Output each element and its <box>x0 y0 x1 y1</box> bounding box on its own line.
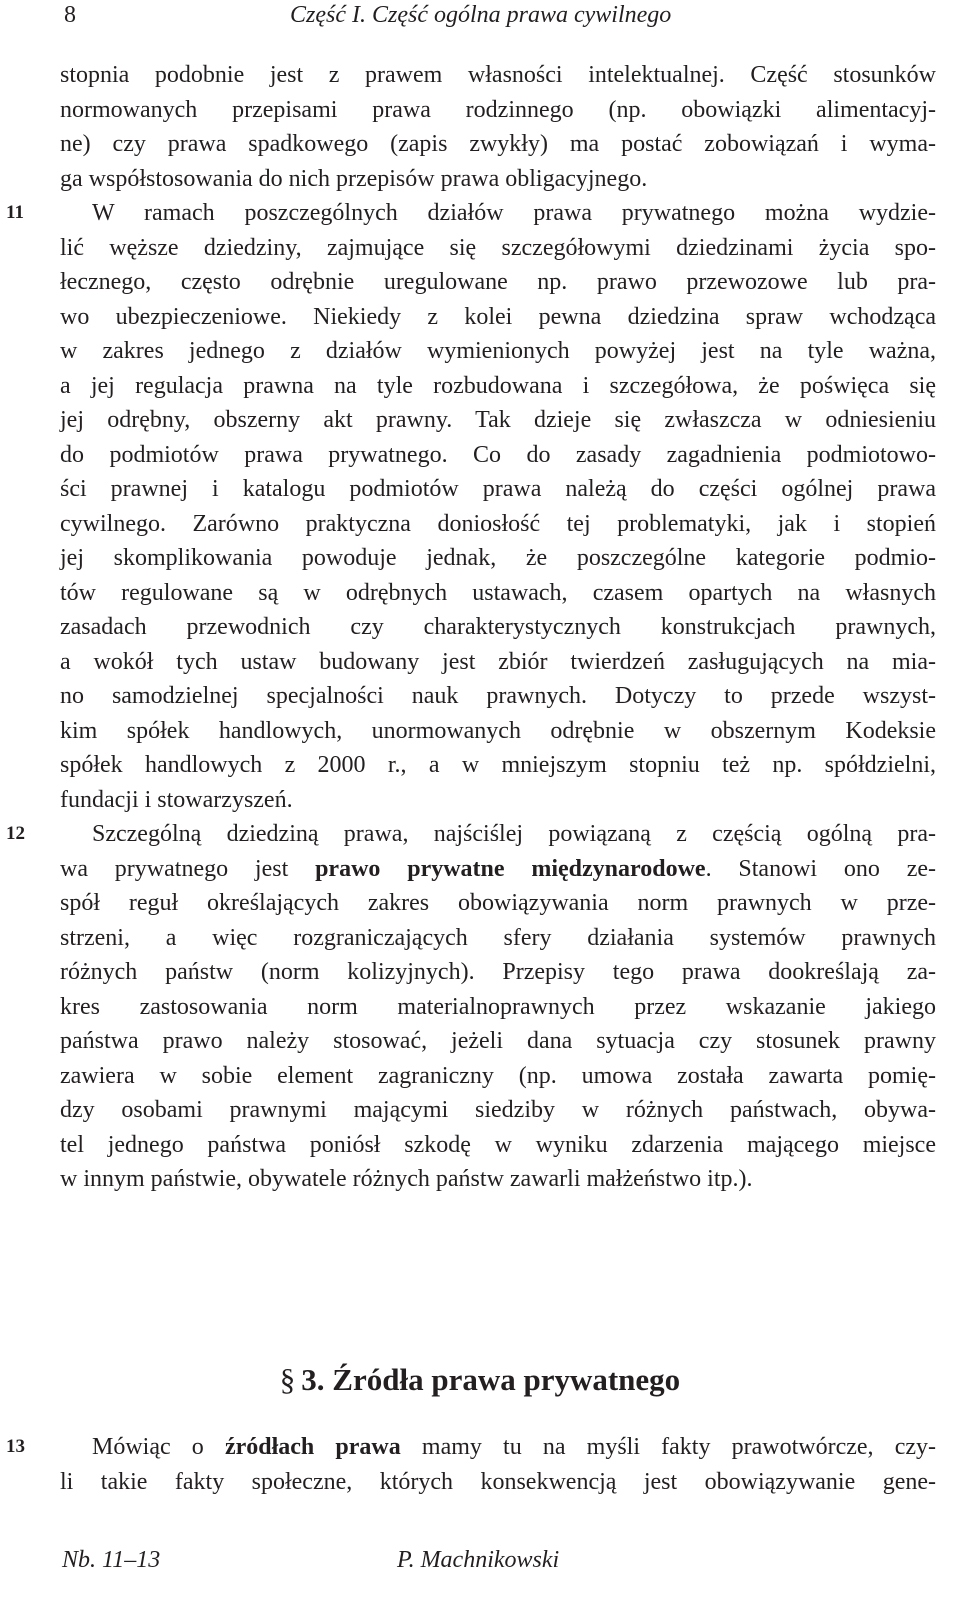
text-line: dzy osobami prawnymi mającymi siedziby w różnych państwach, obywa- <box>60 1097 936 1123</box>
text-line: cywilnego. Zarówno praktyczna doniosłość tej problematyki, jak i stopień <box>60 510 936 537</box>
text-line: fundacji i stowarzyszeń. <box>60 786 293 813</box>
section-heading <box>0 1360 960 1400</box>
footer-author: P. Machnikowski <box>397 1547 560 1573</box>
margin-number-11: 11 <box>6 202 24 223</box>
page-header <box>0 0 960 34</box>
margin-number-13: 13 <box>6 1436 25 1457</box>
text-line: lić węższe dziedziny, zajmujące się szczegółowymi dziedzinami życia spo- <box>60 234 936 261</box>
text-line <box>60 852 936 887</box>
text-line: kim spółek handlowych, unormowanych odrębnie w obszernym Kodeksie <box>60 717 936 744</box>
margin-number-12: 12 <box>6 823 25 844</box>
text-line: no samodzielnej specjalności nauk prawnych. Dotyczy to przede wszyst- <box>60 683 936 709</box>
text-line: a jej regulacja prawna na tyle rozbudowana i szczegółowa, że poświęca się <box>60 372 936 399</box>
text-run: mamy tu na myśli fakty prawotwórcze, czy- <box>400 1434 937 1460</box>
text-line: różnych państw (norm kolizyjnych). Przepisy tego prawa dookreślają za- <box>60 959 936 985</box>
text-line: li takie fakty społeczne, których konsekwencją jest obowiązywanie gene- <box>60 1468 936 1495</box>
text-line: tel jednego państwa poniósł szkodę w wyniku zdarzenia mającego miejsce <box>60 1131 936 1158</box>
text-line: spółek handlowych z 2000 r., a w mniejszym stopniu też np. spółdzielni, <box>60 752 936 778</box>
text-run: wa prywatnego jest <box>60 855 316 882</box>
text-line: ne) czy prawa spadkowego (zapis zwykły) ma postać zobowiązań i wyma- <box>60 131 936 157</box>
text-line <box>60 1430 936 1465</box>
text-line: zasadach przewodnich czy charakterystycznych konstrukcjach prawnych, <box>60 614 936 640</box>
text-line: jej odrębny, obszerny akt prawny. Tak dzieje się zwłaszcza w odniesieniu <box>60 407 936 433</box>
paragraph-11 <box>6 196 936 817</box>
text-line: w innym państwie, obywatele różnych państw zawarli małżeństwo itp.). <box>60 1166 753 1192</box>
text-line: W ramach poszczególnych działów prawa prywatnego można wydzie- <box>92 200 936 226</box>
text-line: wo ubezpieczeniowe. Niekiedy z kolei pewna dziedzina spraw wchodząca <box>60 303 936 330</box>
intro-paragraph <box>60 58 936 196</box>
text-line: w zakres jednego z działów wymienionych powyżej jest na tyle ważna, <box>60 338 936 364</box>
text-line: do podmiotów prawa prywatnego. Co do zasady zagadnienia podmiotowo- <box>60 441 936 468</box>
paragraph-12 <box>6 817 937 1197</box>
section-sign: § <box>279 1362 296 1397</box>
text-line: zawiera w sobie element zagraniczny (np. umowa została zawarta pomię- <box>60 1062 936 1089</box>
text-line: normowanych przepisami prawa rodzinnego (np. obowiązki alimentacyj- <box>60 96 936 123</box>
emphasized-term: prawo prywatne międzynarodowe <box>315 855 706 882</box>
text-line: spół reguł określających zakres obowiązywania norm prawnych w prze- <box>60 890 936 916</box>
section-title: 3. Źródła prawa prywatnego <box>301 1362 681 1397</box>
paragraph-13 <box>6 1430 937 1499</box>
page-footer <box>0 1540 960 1580</box>
running-head: Część I. Część ogólna prawa cywilnego <box>290 2 672 28</box>
text-line: tów regulowane są w odrębnych ustawach, czasem opartych na własnych <box>60 579 936 606</box>
text-line: jej skomplikowania powoduje jednak, że poszczególne kategorie podmio- <box>60 545 936 571</box>
emphasized-term: źródłach prawa <box>224 1434 401 1460</box>
text-line: ga współstosowania do nich przepisów prawa obligacyjnego. <box>60 165 648 192</box>
body-text <box>6 58 937 1197</box>
text-run: . Stanowi ono ze- <box>705 855 937 882</box>
page-number: 8 <box>64 2 76 28</box>
text-line: kres zastosowania norm materialnoprawnych przez wskazanie jakiego <box>60 993 936 1020</box>
text-line: państwa prawo należy stosować, jeżeli dana sytuacja czy stosunek prawny <box>60 1028 936 1054</box>
text-line: Szczególną dziedziną prawa, najściślej powiązaną z częścią ogólną pra- <box>92 821 936 847</box>
text-line: ści prawnej i katalogu podmiotów prawa należą do części ogólnej prawa <box>60 476 936 502</box>
text-line: a wokół tych ustaw budowany jest zbiór twierdzeń zasługujących na mia- <box>60 648 936 675</box>
text-run: Mówiąc o <box>92 1434 225 1460</box>
text-line: łecznego, często odrębnie uregulowane np. prawo przewozowe lub pra- <box>60 269 936 295</box>
footer-margin-numbers: Nb. 11–13 <box>62 1547 161 1573</box>
text-line: strzeni, a więc rozgraniczających sfery działania systemów prawnych <box>60 924 936 951</box>
text-line: stopnia podobnie jest z prawem własności intelektualnej. Część stosunków <box>60 62 936 88</box>
